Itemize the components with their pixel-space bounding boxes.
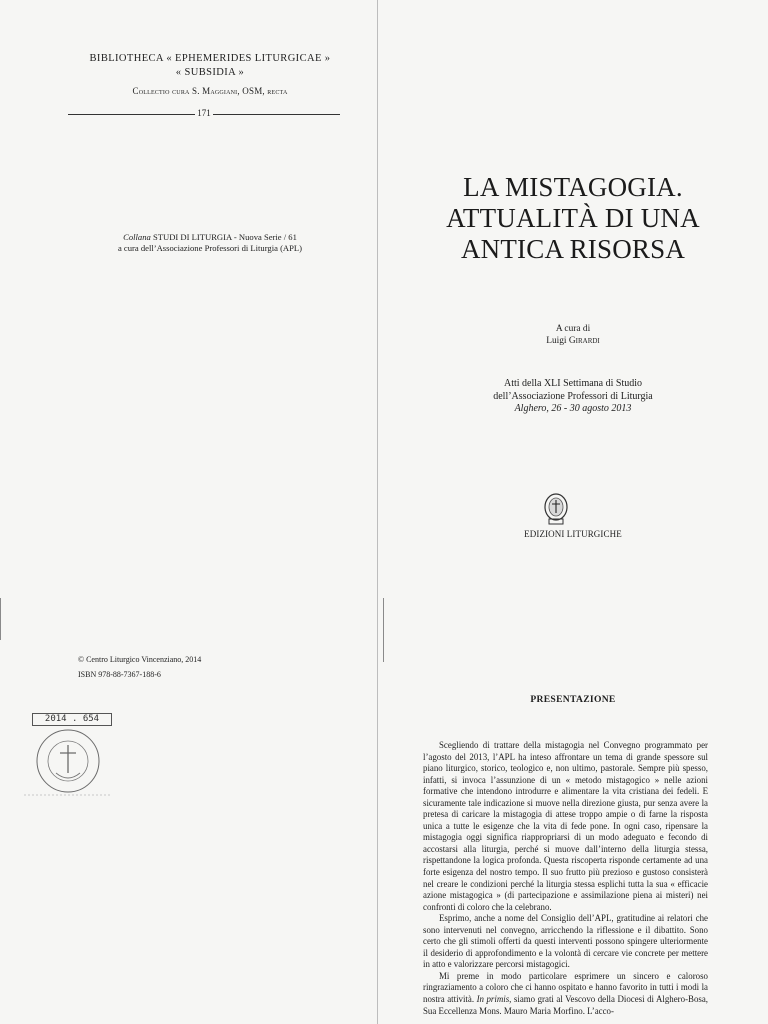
collectio-line: Collectio cura S. Maggiani, OSM, recta [132, 86, 288, 96]
publisher-name: EDIZIONI LITURGICHE [524, 529, 622, 539]
paragraph-2: Esprimo, anche a nome del Consiglio dell’APL, gratitudine ai relatori che sono intervenuti nel convegno, arricchendo la riflessione e il dibattito. Sono certo che gli stimoli offerti da questi interventi possono spingere ulteriormente il desiderio di approfondimento e la volontà di cercare vie concrete per mettere in atto e valorizzare percorsi mistagogici. [423, 913, 708, 970]
paragraph-3-end: siamo grati al Vescovo della Diocesi di Alghero-Bosa, Sua Eccellenza Mons. Mauro Maria Morfino. L’acco- [423, 994, 708, 1016]
editor-block [378, 323, 768, 347]
collana-block [60, 232, 360, 254]
stamp-seal-icon [22, 727, 114, 797]
title-line-3: ANTICA RISORSA [460, 234, 686, 264]
atti-line-2: dell’Associazione Professori di Liturgia [493, 390, 653, 402]
paragraph-3-italic: In primis, [476, 994, 512, 1005]
series-line-2: « SUBSIDIA » [175, 67, 245, 78]
atti-line-1: Atti della XLI Settimana di Studio [503, 378, 643, 389]
collana-text: STUDI DI LITURGIA - Nuova Serie / 61 [152, 232, 297, 242]
collana-line-2: a cura dell’Associazione Professori di Liturgia (APL) [117, 243, 303, 253]
left-page [0, 0, 378, 1024]
proceedings-block [378, 378, 768, 416]
series-title [60, 52, 360, 80]
series-line-1: BIBLIOTHECA « EPHEMERIDES LITURGICAE » [89, 53, 331, 64]
paragraph-3 [423, 971, 708, 1017]
rule-right [213, 114, 340, 115]
atti-line-3: Alghero, 26 - 30 agosto 2013 [514, 403, 632, 414]
publisher-logo-icon [543, 493, 569, 530]
isbn-text: ISBN 978-88-7367-188-6 [78, 670, 161, 679]
title-line-1: LA MISTAGOGIA. [463, 172, 683, 202]
stamp-inventory-number: 2014 . 654 [32, 713, 112, 726]
library-stamp [22, 713, 114, 797]
right-page [378, 0, 768, 1024]
editor-first-name: Luigi [546, 336, 567, 346]
paragraph-3-start: Mi preme in modo particolare esprimere un sincero e caloroso ringraziamento a coloro che ci hanno ospitato e hanno favorito in tutti i modi la nostra attività. [423, 970, 708, 1005]
series-number: 171 [197, 108, 211, 118]
presentation-text [423, 740, 708, 1017]
copyright-text: © Centro Liturgico Vincenziano, 2014 [78, 655, 202, 664]
collana-label: Collana [123, 232, 151, 242]
copyright-block [78, 652, 201, 682]
book-title [378, 172, 768, 265]
editor-last-name: Girardi [568, 336, 600, 346]
presentation-heading: PRESENTAZIONE [530, 694, 616, 705]
title-line-2: ATTUALITÀ DI UNA [446, 203, 700, 233]
paragraph-1: Scegliendo di trattare della mistagogia nel Convegno programmato per l’agosto del 2013, l’APL ha inteso affrontare un tema di grande spessore sul piano liturgico, storico, teologico e, non ultimo, pastorale. Sempre più spesso, infatti, si invoca l’assunzione di un « metodo mistagogico » nelle azioni formative che intendono introdurre e alimentare la vita cristiana dei fedeli. E sicuramente tale indicazione si muove nella direzione giusta, pur senza avere la pretesa di caricare la mistagogia di attese troppo ampie o di farne la risposta unica a tutte le esigenze che la vita di fede pone. In ogni caso, ripensare la mistagogia oggi significa riappropriarsi di un modo adeguato e fecondo di accostarsi alla liturgia, perché si muove dall’interno della liturgia stessa, rispettandone la logica profonda. Questa riscoperta risponde certamente ad una forte esigenza del nostro tempo. Il suo frutto più prezioso e gustoso consisterà nel creare le condizioni perché la liturgia stessa esplichi tutta la sua « efficacie azione mistagogica » (di partecipazione e assimilazione piena ai misteri) nei confronti di coloro che la celebrano. [423, 740, 708, 912]
curated-by-label: A cura di [555, 324, 591, 334]
series-number-rule [68, 108, 340, 120]
